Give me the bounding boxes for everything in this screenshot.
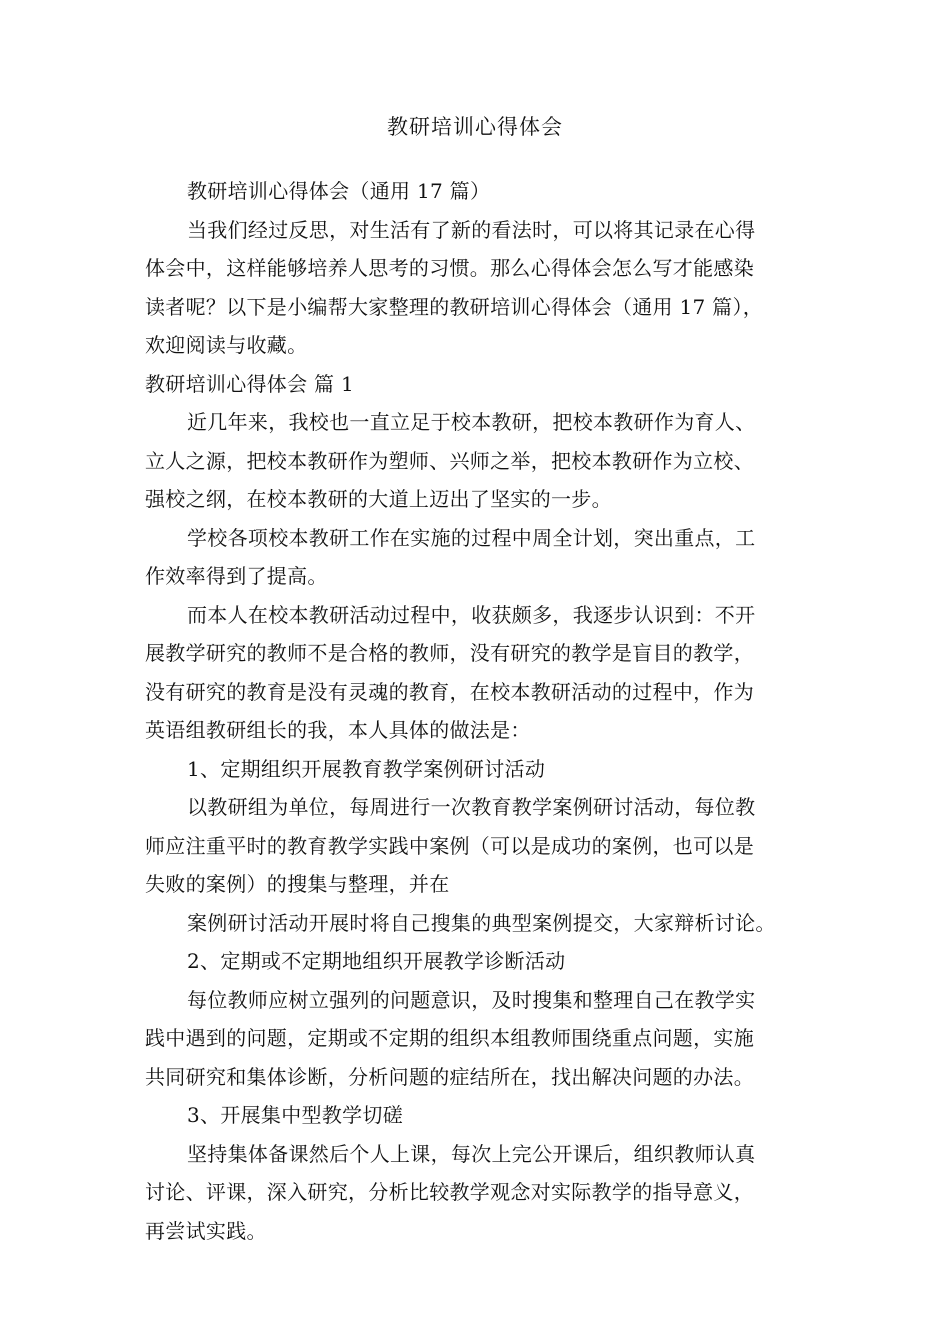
text-line: 讨论、评课，深入研究，分析比较教学观念对实际教学的指导意义， [145, 1180, 754, 1204]
text-line: 共同研究和集体诊断，分析问题的症结所在，找出解决问题的办法。 [145, 1064, 754, 1089]
text-line: 践中遇到的问题，定期或不定期的组织本组教师围绕重点问题，实施 [145, 1026, 754, 1050]
text-line: 教研培训心得体会 篇 1 [145, 371, 355, 396]
text-line: 失败的案例）的搜集与整理，并在 [145, 872, 450, 896]
text-line: 坚持集体备课然后个人上课，每次上完公开课后，组织教师认真 [187, 1141, 756, 1166]
text-line: 作效率得到了提高。 [145, 564, 328, 588]
text-line: 再尝试实践。 [145, 1218, 267, 1243]
text-line: 没有研究的教育是没有灵魂的教育，在校本教研活动的过程中，作为 [145, 679, 754, 704]
text-line: 每位教师应树立强列的问题意识，及时搜集和整理自己在教学实 [187, 987, 756, 1012]
text-line: 强校之纲，在校本教研的大道上迈出了坚实的一步。 [145, 487, 612, 511]
text-line: 立人之源，把校本教研作为塑师、兴师之举，把校本教研作为立校、 [145, 448, 754, 473]
text-line: 教研培训心得体会（通用 17 篇） [187, 179, 491, 203]
text-line: 而本人在校本教研活动过程中，收获颇多，我逐步认识到：不开 [187, 602, 756, 627]
text-line: 学校各项校本教研工作在实施的过程中周全计划，突出重点，工 [187, 525, 756, 550]
text-line: 2、定期或不定期地组织开展教学诊断活动 [187, 949, 566, 973]
text-line: 体会中，这样能够培养人思考的习惯。那么心得体会怎么写才能感染 [145, 256, 754, 280]
document-title: 教研培训心得体会 [387, 115, 563, 139]
text-line: 英语组教研组长的我，本人具体的做法是： [145, 718, 531, 742]
document-body [145, 172, 825, 1250]
text-line: 1、定期组织开展教育教学案例研讨活动 [187, 756, 546, 781]
text-line: 近几年来，我校也一直立足于校本教研，把校本教研作为育人、 [187, 410, 756, 434]
text-line: 3、开展集中型教学切磋 [187, 1103, 404, 1127]
text-line: 以教研组为单位，每周进行一次教育教学案例研讨活动，每位教 [187, 795, 756, 819]
text-line: 欢迎阅读与收藏。 [145, 333, 308, 357]
text-line: 读者呢？以下是小编帮大家整理的教研培训心得体会（通用 17 篇）， [145, 294, 764, 319]
text-line: 师应注重平时的教育教学实践中案例（可以是成功的案例，也可以是 [145, 833, 754, 858]
text-line: 案例研讨活动开展时将自己搜集的典型案例提交，大家辩析讨论。 [187, 910, 776, 935]
text-line: 展教学研究的教师不是合格的教师，没有研究的教学是盲目的教学， [145, 641, 754, 665]
text-line: 当我们经过反思，对生活有了新的看法时，可以将其记录在心得 [187, 217, 756, 242]
